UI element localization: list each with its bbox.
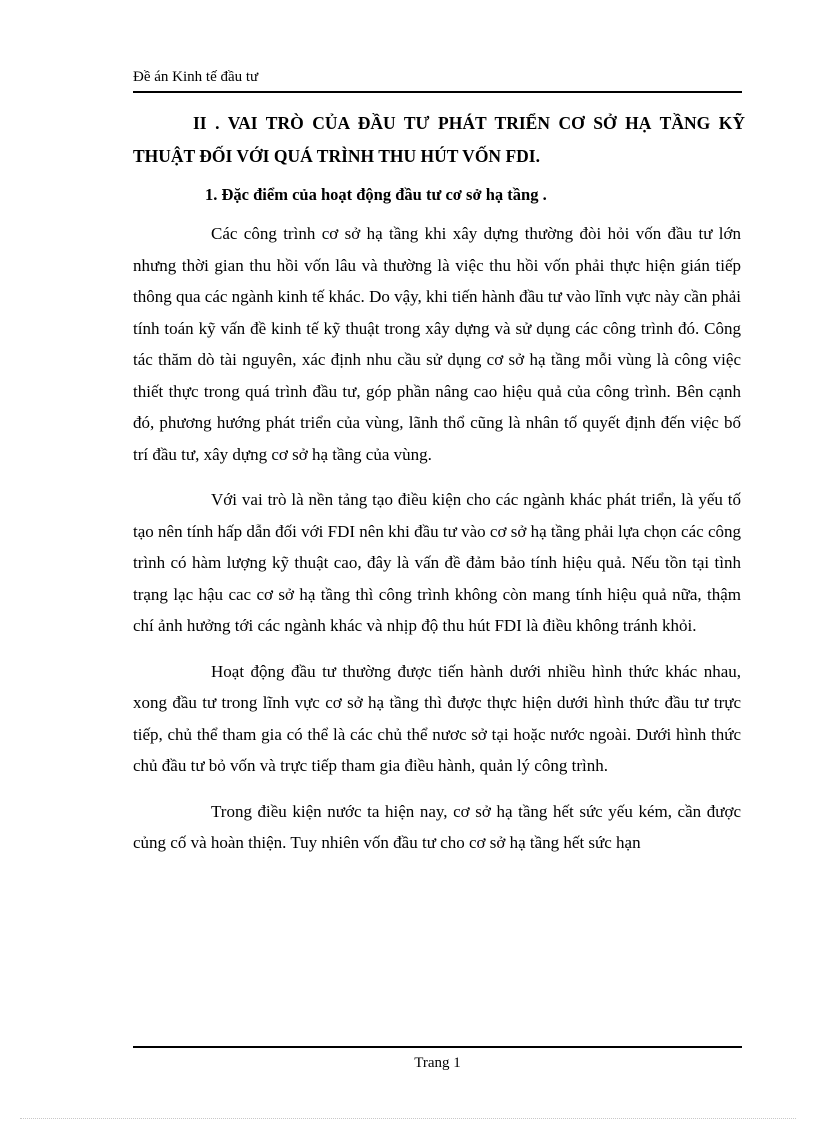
footer-divider: [133, 1046, 742, 1048]
paragraph: Các công trình cơ sở hạ tầng khi xây dựng thường đòi hỏi vốn đầu tư lớn nhưng thời gian thu hồi vốn lâu và thường là việc thu hồi vốn phải thực hiện gián tiếp thông qua các ngành kinh tế khác. Do vậy, khi tiến hành đầu tư vào lĩnh vực này cần phải tính toán kỹ vấn đề kinh tế kỹ thuật trong xây dựng và sử dụng các công trình đó. Công tác thăm dò tài nguyên, xác định nhu cầu sử dụng cơ sở hạ tầng mỗi vùng là công việc thiết thực trong quá trình đầu tư, góp phần nâng cao hiệu quả của công trình. Bên cạnh đó, phương hướng phát triển của vùng, lãnh thổ cũng là nhân tố quyết định đến việc bố trí đầu tư, xây dựng cơ sở hạ tầng của vùng.: [133, 224, 741, 464]
page-number: Trang 1: [414, 1055, 461, 1071]
section-title: II . VAI TRÒ CỦA ĐẦU TƯ PHÁT TRIỂN CƠ SỞ HẠ TẦNG KỸ THUẬT ĐỐI VỚI QUÁ TRÌNH THU HÚT VỐN FDI.: [133, 113, 745, 166]
paragraph: Với vai trò là nền tảng tạo điều kiện cho các ngành khác phát triển, là yếu tố tạo nên tính hấp dẫn đối với FDI nên khi đầu tư vào cơ sở hạ tầng phải lựa chọn các công trình có hàm lượng kỹ thuật cao, đây là vấn đề đảm bảo tính hiệu quả. Nếu tồn tại tình trạng lạc hậu cac cơ sở hạ tầng thì công trình không còn mang tính hiệu quả nữa, thậm chí ảnh hưởng tới các ngành khác và nhịp độ thu hút FDI là điều không tránh khỏi.: [133, 490, 741, 635]
header-divider: [133, 91, 742, 93]
paragraph: Trong điều kiện nước ta hiện nay, cơ sở hạ tầng hết sức yếu kém, cần được củng cố và hoàn thiện. Tuy nhiên vốn đầu tư cho cơ sở hạ tầng hết sức hạn: [133, 801, 741, 852]
body-text: [133, 218, 741, 873]
subsection-title: 1. Đặc điểm của hoạt động đầu tư cơ sở hạ tầng .: [205, 185, 547, 204]
running-header: Đề án Kinh tế đầu tư: [133, 69, 259, 85]
page-edge-divider: [20, 1118, 796, 1119]
paragraph: Hoạt động đầu tư thường được tiến hành dưới nhiều hình thức khác nhau, xong đầu tư trong lĩnh vực cơ sở hạ tầng thì được thực hiện dưới hình thức đầu tư trực tiếp, chủ thể tham gia có thể là các chủ thể nươc sở tại hoặc nước ngoài. Dưới hình thức chủ đầu tư bỏ vốn và trực tiếp tham gia điều hành, quản lý công trình.: [133, 661, 741, 775]
